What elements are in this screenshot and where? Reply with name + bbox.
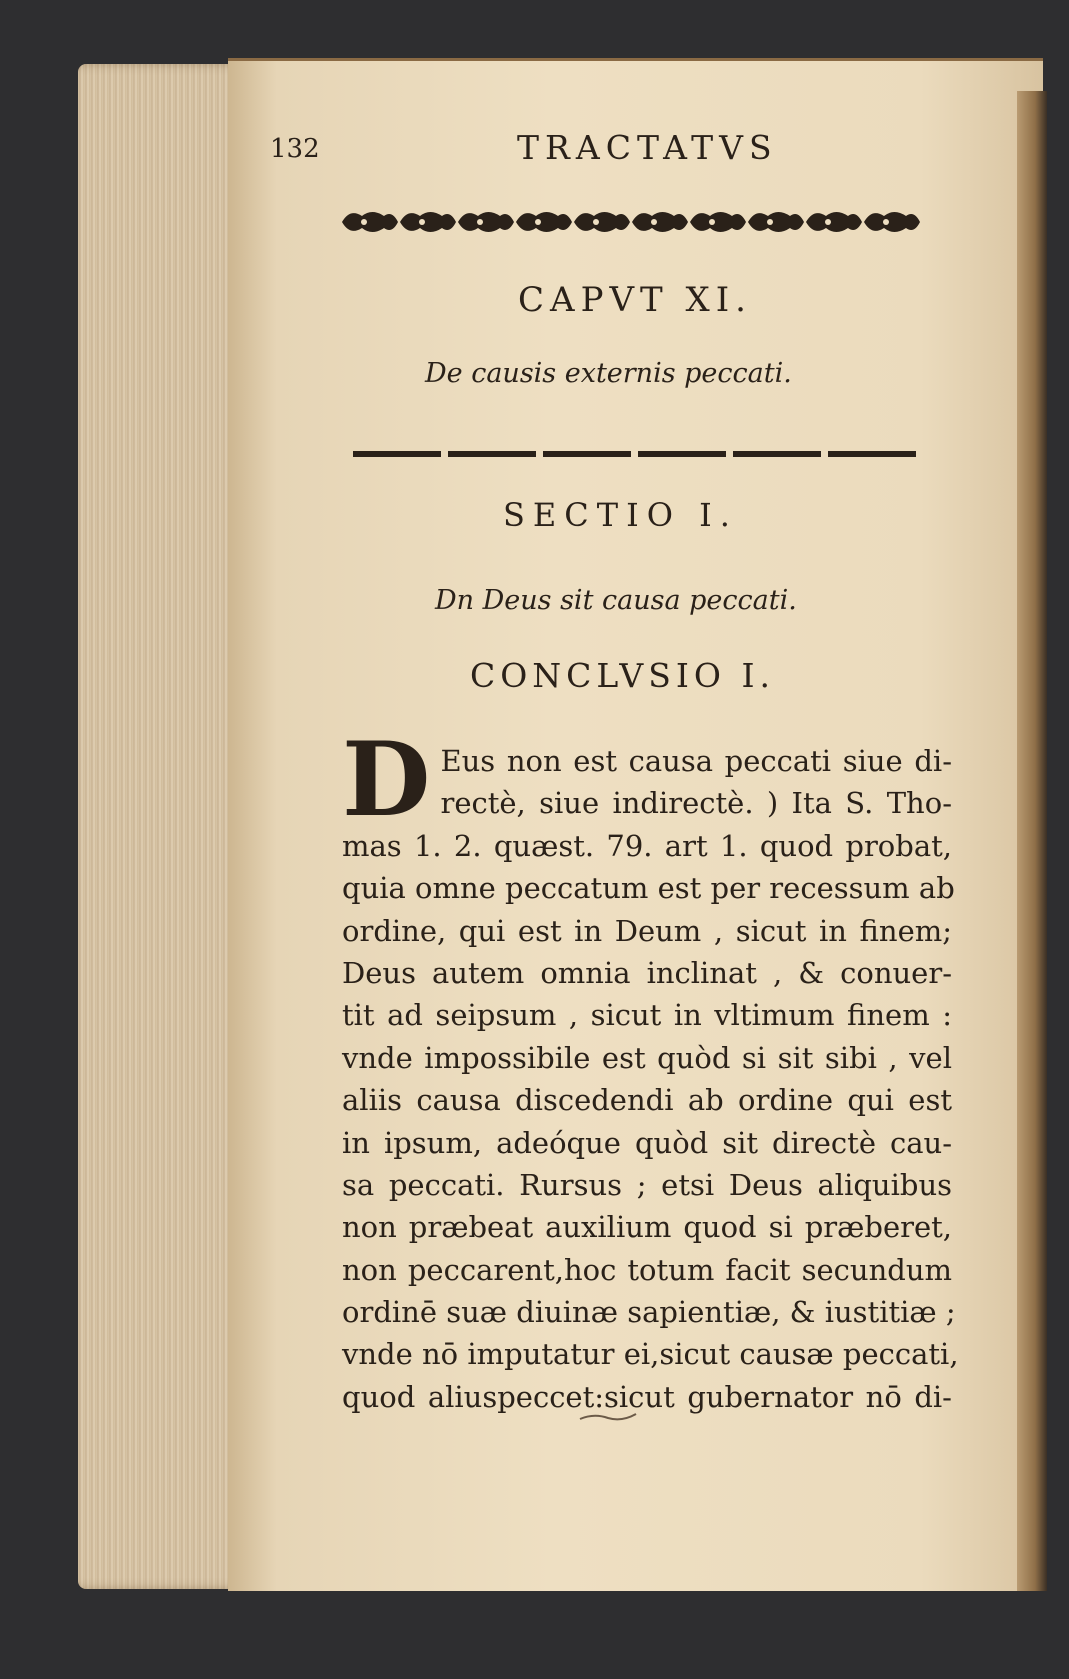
catchword-ornament [578,1410,638,1424]
body-line: non præbeat auxilium quod si præberet, [342,1210,952,1245]
page-edges [78,64,248,1589]
body-line: tit ad seipsum , sicut in vltimum finem : [342,998,952,1033]
body-line: Deus autem omnia inclinat , & conuer- [342,955,952,990]
body-line: vnde impossibile est quòd si sit sibi , vel [342,1040,952,1075]
body-line: non peccarent,hoc totum facit secundum [342,1252,952,1287]
divider-rule [353,449,918,459]
ornament-band [340,205,925,239]
chapter-subtitle: De causis externis peccati. [425,358,792,389]
page-header [270,128,870,168]
section-subtitle: Dn Deus sit causa peccati. [435,585,797,616]
running-title: TRACTATVS [517,128,778,167]
body-line: quia omne peccatum est per recessum ab [342,871,955,906]
gutter-shadow [1017,91,1047,1591]
body-text [342,720,959,1418]
drop-cap: D [342,720,431,840]
page-number: 132 [270,134,320,164]
body-line: quod aliuspeccet:sicut gubernator nō di- [342,1379,952,1414]
body-line: vnde nō imputatur ei,sicut causæ peccati, [342,1337,959,1372]
body-line: rectè, siue indirectè. ) Ita S. Tho- [440,786,952,821]
body-line: aliis causa discedendi ab ordine qui est [342,1083,952,1118]
section-heading: SECTIO I. [503,496,738,534]
chapter-heading: CAPVT XI. [518,280,752,320]
body-line: mas 1. 2. quæst. 79. art 1. quod probat, [342,828,952,863]
body-line: sa peccati. Rursus ; etsi Deus aliquibus [342,1167,952,1202]
ornament-unit [342,212,398,232]
body-line: Eus non est causa peccati siue di- [440,744,952,778]
body-line: ordine, qui est in Deum , sicut in finem; [342,913,952,948]
body-line: ordinē suæ diuinæ sapientiæ, & iustitiæ ; [342,1295,956,1330]
body-line: in ipsum, adeóque quòd sit directè cau- [342,1125,952,1160]
conclusion-heading: CONCLVSIO I. [470,656,775,695]
